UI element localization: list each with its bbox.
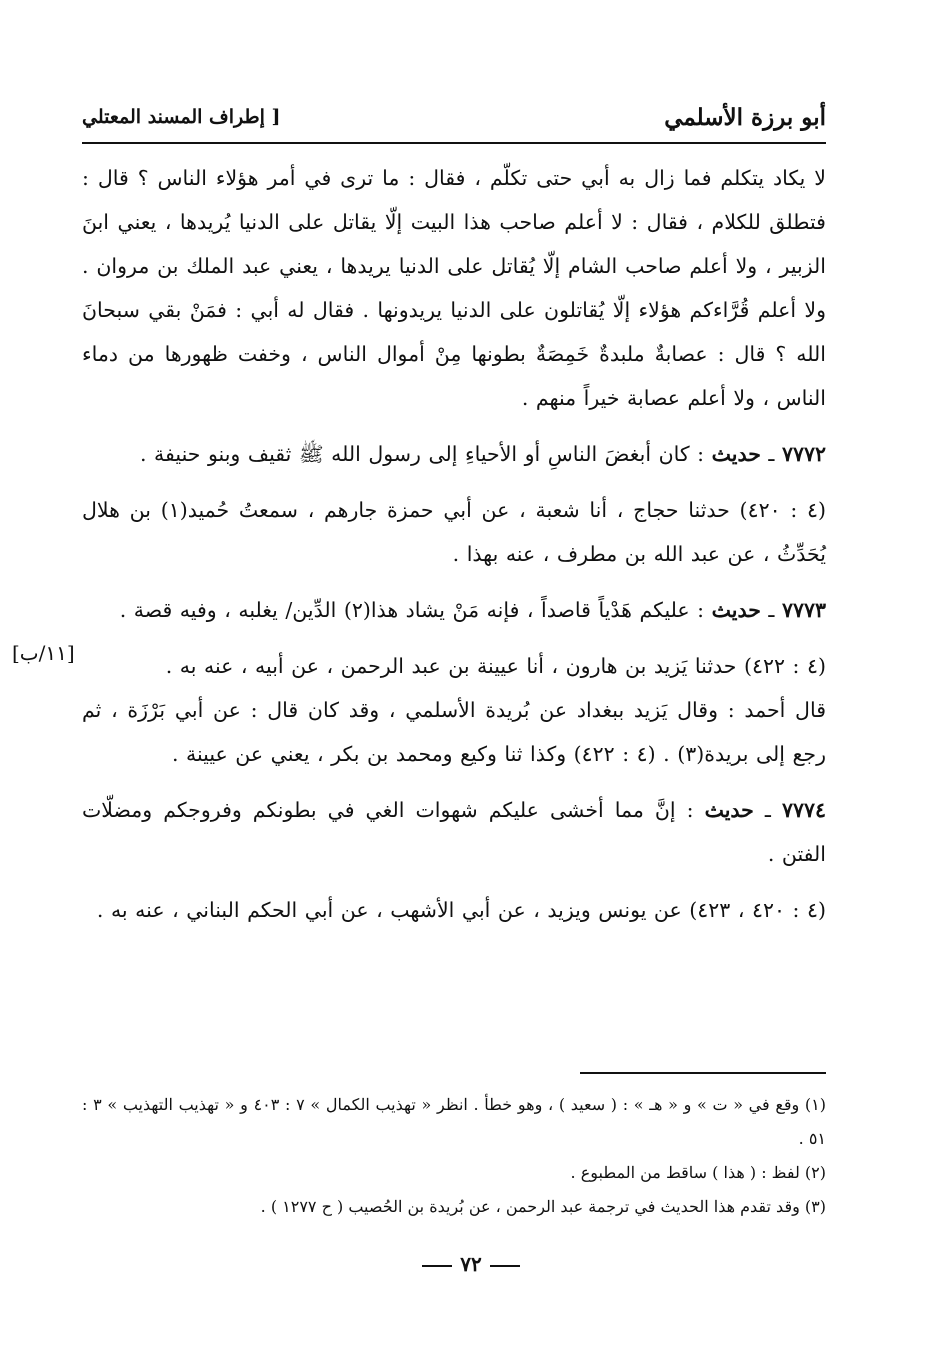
- footnote-separator: [580, 1072, 826, 1074]
- hadith-text: : إنَّ مما أخشى عليكم شهوات الغي في بطونكم وفروجكم ومضلّات الفتن .: [82, 798, 826, 866]
- page-number-value: ٧٢: [460, 1252, 482, 1276]
- margin-folio-note: [١١/ب]: [12, 641, 75, 665]
- book-title: [ إطراف المسند المعتلي: [82, 106, 281, 128]
- hadith-7773: [82, 588, 826, 632]
- page-number-dash: [490, 1265, 520, 1267]
- running-title: أبو برزة الأسلمي: [664, 104, 826, 131]
- dash: ـ: [753, 798, 771, 822]
- page-number: [0, 1252, 942, 1276]
- hadith-keyword: حديث: [711, 598, 761, 622]
- opening-paragraph: لا يكاد يتكلم فما زال به أبي حتى تكلّم ، فقال : ما ترى في أمر هؤلاء الناس ؟ قال : فتطلق للكلام ، فقال : لا أعلم صاحب هذا البيت إلّا يقاتل على الدنيا يُريدها ، يعني ابنَ الزبير ، ولا أعلم صاحب الشام إلّا يُقاتل على الدنيا يريدها ، يعني عبد الملك بن مروان . ولا أعلم قُرَّاءكم هؤلاء إلّا يُقاتلون على الدنيا يريدونها . فقال له أبي : فمَنْ بقي سبحانَ الله ؟ قال : عصابةٌ ملبدةٌ خَمِصَةٌ بطونها مِنْ أموال الناس ، وخفت ظهورها من دماء الناس ، ولا أعلم عصابة خيراً منهم .: [82, 166, 826, 410]
- footnote-1: (١) وقع في « ت » و « هـ » : ( سعيد ) ، وهو خطأ . انظر « تهذيب الكمال » ٧ : ٤٠٣ و « تهذيب التهذيب » ٣ : ٥١ .: [82, 1095, 827, 1148]
- hadith-keyword: حديث: [711, 442, 761, 466]
- footnotes: [82, 1088, 826, 1224]
- hadith-number: ٧٧٧٣: [781, 598, 826, 622]
- hadith-7772: [82, 432, 826, 476]
- isnad-7774: (٤ : ٤٢٠ ، ٤٢٣) عن يونس ويزيد ، عن أبي الأشهب ، عن أبي الحكم البناني ، عنه به .: [96, 898, 826, 922]
- hadith-text: : كان أبغضَ الناسِ أو الأحياءِ إلى رسول الله ﷺ ثقيف وبنو حنيفة .: [140, 442, 705, 466]
- page-header: [82, 96, 826, 144]
- hadith-number: ٧٧٧٢: [781, 442, 826, 466]
- hadith-number: ٧٧٧٤: [781, 798, 826, 822]
- isnad-7772: (٤ : ٤٢٠) حدثنا حجاج ، أنا شعبة ، عن أبي حمزة جارهم ، سمعتُ حُميد(١) بن هلال يُحَدِّثُ ، عن عبد الله بن مطرف ، عنه بهذا .: [82, 498, 826, 566]
- hadith-keyword: حديث: [704, 798, 754, 822]
- page-number-dash: [422, 1265, 452, 1267]
- header-rule: [82, 142, 826, 144]
- isnad-7773-line-2: قال أحمد : وقال يَزيد ببغداد عن بُريدة الأسلمي ، وقد كان قال : عن أبي بَرْزَة ، ثم رجع إلى بريدة(٣) . (٤ : ٤٢٢) وكذا ثنا وكيع ومحمد بن بكر ، يعني عن عيينة .: [82, 698, 826, 766]
- dash: ـ: [760, 442, 775, 466]
- dash: ـ: [760, 598, 775, 622]
- footnote-2: (٢) لفظ : ( هذا ) ساقط من المطبوع .: [570, 1163, 826, 1182]
- hadith-7774: [82, 788, 826, 876]
- footnote-3: (٣) وقد تقدم هذا الحديث في ترجمة عبد الرحمن ، عن بُريدة بن الحُصيب ( ح ١٢٧٧ ) .: [260, 1197, 826, 1216]
- main-text: [82, 156, 826, 944]
- hadith-text: : عليكم هَدْياً قاصداً ، فإنه مَنْ يشاد هذا(٢) الدِّين/ يغلبه ، وفيه قصة .: [119, 598, 705, 622]
- isnad-7773-line-1: (٤ : ٤٢٢) حدثنا يَزيد بن هارون ، أنا عيينة بن عبد الرحمن ، عن أبيه ، عنه به .: [165, 654, 826, 678]
